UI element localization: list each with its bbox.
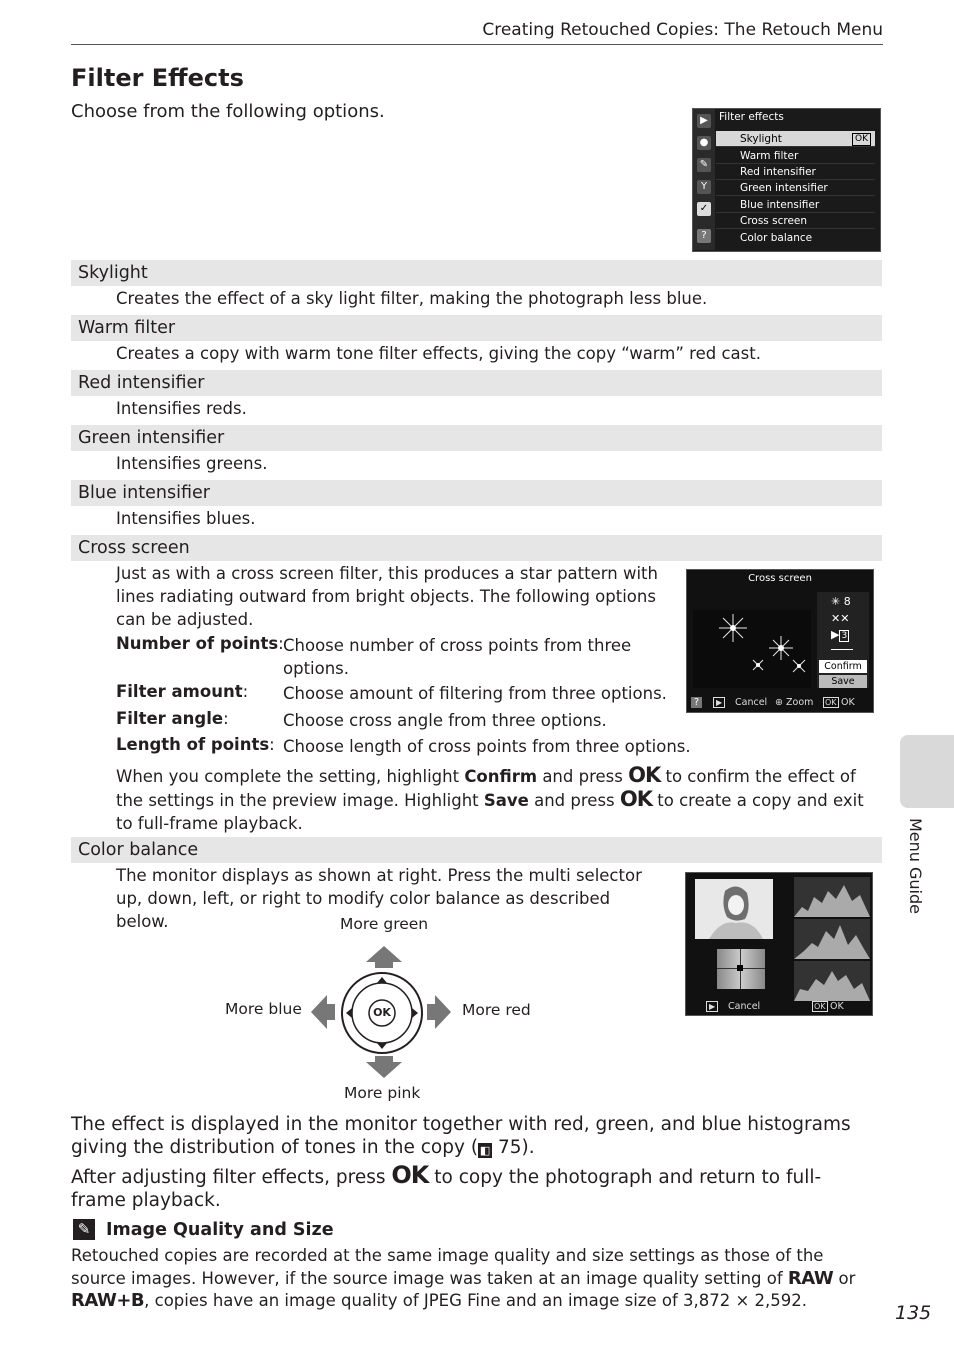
option-term-filter-amount: Filter amount: <box>116 682 249 701</box>
color-adjust-grid[interactable] <box>717 949 765 989</box>
cancel-label: Cancel <box>735 697 768 708</box>
balance-cursor <box>737 965 743 971</box>
ok-button-glyph: OK <box>628 763 661 787</box>
option-def-filter-angle: Choose cross angle from three options. <box>283 711 607 730</box>
cross-settings-panel <box>817 592 869 688</box>
menu-item-red-intensifier[interactable]: Red intensifier <box>716 164 875 180</box>
histogram-red <box>794 877 870 917</box>
section-bar-warm-filter: Warm filter <box>71 315 882 341</box>
after-adjust-paragraph: After adjusting filter effects, press OK to copy the photograph and return to full-frame playback. <box>71 1161 822 1211</box>
option-def-filter-amount: Choose amount of filtering from three options. <box>283 684 667 703</box>
option-term-filter-angle: Filter angle: <box>116 709 229 728</box>
amount-setting-icon[interactable]: ✕✕ <box>831 612 850 625</box>
section-bar-color-balance: Color balance <box>71 837 882 863</box>
star-filter-photo <box>693 610 811 688</box>
confirm-button[interactable]: Confirm <box>819 660 867 673</box>
note-icon: ✎ <box>73 1219 95 1240</box>
playback-icon: ▶ <box>697 114 711 128</box>
note-title: Image Quality and Size <box>106 1220 334 1240</box>
portrait-image <box>695 879 773 939</box>
ok-label: OK <box>814 1002 826 1011</box>
more-blue-label: More blue <box>225 1000 302 1018</box>
menu-item-cross-screen[interactable]: Cross screen <box>716 213 875 229</box>
menu-item-color-balance[interactable]: Color balance <box>740 232 813 244</box>
section-bar-green-intensifier: Green intensifier <box>71 425 882 451</box>
more-green-label: More green <box>340 915 429 933</box>
page-title: Filter Effects <box>71 64 244 92</box>
color-screen-footer <box>686 1001 872 1014</box>
section-desc-blue-intensifier: Intensifies blues. <box>116 509 256 528</box>
retouch-icon: ✓ <box>697 202 711 216</box>
ok-button-glyph: OK <box>391 1161 429 1189</box>
points-setting[interactable]: ✳ 8 <box>831 595 851 608</box>
length-setting-icon[interactable] <box>831 646 853 650</box>
section-bar-blue-intensifier: Blue intensifier <box>71 480 882 506</box>
save-button[interactable]: Save <box>819 675 867 688</box>
up-arrow-icon <box>366 946 402 968</box>
raw-symbol: RAW <box>787 1267 834 1289</box>
section-bar-skylight: Skylight <box>71 260 882 286</box>
option-def-number-of-points: Choose number of cross points from three options. <box>283 636 632 678</box>
section-desc-green-intensifier: Intensifies greens. <box>116 454 268 473</box>
section-desc-color-balance: The monitor displays as shown at right. Press the multi selector up, down, left, or right to modify color balance as described below. <box>116 866 642 931</box>
header-rule <box>71 44 883 45</box>
histogram-blue <box>794 961 870 1001</box>
option-term-number-of-points: Number of points: <box>116 634 284 653</box>
camera-icon: ● <box>697 136 711 150</box>
menu-sidebar <box>693 109 715 250</box>
note-text: Retouched copies are recorded at the same image quality and size settings as those of the source images. However, if the source image was taken at an image quality setting of RAW or RAW+B, copies have an image quality of JPEG Fine and an image size of 3,872 × 2,592. <box>71 1246 856 1311</box>
preview-photo <box>695 879 773 939</box>
more-pink-label: More pink <box>344 1084 421 1102</box>
side-tab-marker <box>900 735 954 808</box>
raw-b-symbol: RAW+B <box>71 1290 145 1311</box>
color-balance-screen <box>685 872 873 1016</box>
side-tab-label: Menu Guide <box>906 818 925 914</box>
zoom-icon: ⊕ <box>775 697 783 708</box>
cross-after-text: When you complete the setting, highlight Confirm and press OK to confirm the effect of the settings in the preview image. Highlight Save and press OK to create a copy and exit to full-frame playback. <box>116 763 864 833</box>
section-bar-cross-screen: Cross screen <box>71 535 882 561</box>
more-red-label: More red <box>462 1001 531 1019</box>
angle-setting[interactable]: ▶ 3 <box>831 628 848 641</box>
intro-text: Choose from the following options. <box>71 101 385 122</box>
section-desc-red-intensifier: Intensifies reds. <box>116 399 247 418</box>
pencil-icon: ✎ <box>697 158 711 172</box>
playback-button-icon: ▶ <box>713 697 725 708</box>
page-number: 135 <box>895 1302 932 1324</box>
help-icon: ? <box>697 229 711 243</box>
histogram-green <box>794 919 870 959</box>
cross-screen-title: Cross screen <box>748 573 812 584</box>
option-term-length-of-points: Length of points: <box>116 735 275 754</box>
cross-screen-preview-screen <box>686 569 874 713</box>
cross-screen-footer <box>687 697 873 711</box>
ok-label: OK <box>830 1001 844 1012</box>
ok-label: OK <box>825 698 837 707</box>
option-def-length-of-points: Choose length of cross points from three options. <box>283 737 691 756</box>
menu-item-skylight[interactable]: Skylight OK <box>716 131 875 147</box>
histogram-paragraph: The effect is displayed in the monitor together with red, green, and blue histograms giving the distribution of tones in the copy ( ◧ 75). <box>71 1114 851 1158</box>
angle-icon: ▶ <box>831 628 840 641</box>
ok-button-glyph: OK <box>619 787 653 811</box>
help-icon: ? <box>691 697 702 708</box>
zoom-label: Zoom <box>786 697 814 708</box>
section-desc-cross-screen: Just as with a cross screen filter, this produces a star pattern with lines radiating outward from bright objects. The following options can be adjusted. <box>116 564 658 629</box>
cancel-label: Cancel <box>728 1001 761 1012</box>
section-desc-warm-filter: Creates a copy with warm tone filter effects, giving the copy “warm” red cast. <box>116 344 761 363</box>
ok-label: OK <box>841 697 855 708</box>
wrench-icon: Y <box>697 180 711 194</box>
section-bar-red-intensifier: Red intensifier <box>71 370 882 396</box>
down-arrow-icon <box>366 1056 402 1078</box>
left-arrow-icon <box>311 995 335 1029</box>
ok-badge: OK <box>852 133 871 146</box>
menu-screen-title: Filter effects <box>719 111 784 123</box>
section-desc-skylight: Creates the effect of a sky light filter, making the photograph less blue. <box>116 289 708 308</box>
running-head: Creating Retouched Copies: The Retouch Menu <box>482 20 883 40</box>
playback-button-icon: ▶ <box>706 1001 718 1012</box>
menu-item-blue-intensifier[interactable]: Blue intensifier <box>716 197 875 213</box>
page-ref-icon: ◧ <box>479 1144 491 1157</box>
menu-item-green-intensifier[interactable]: Green intensifier <box>716 180 875 196</box>
ok-center-label: OK <box>373 1006 391 1019</box>
menu-item-warm-filter[interactable]: Warm filter <box>716 148 875 164</box>
star-icon: ✳ <box>831 595 841 608</box>
right-arrow-icon <box>427 995 451 1029</box>
